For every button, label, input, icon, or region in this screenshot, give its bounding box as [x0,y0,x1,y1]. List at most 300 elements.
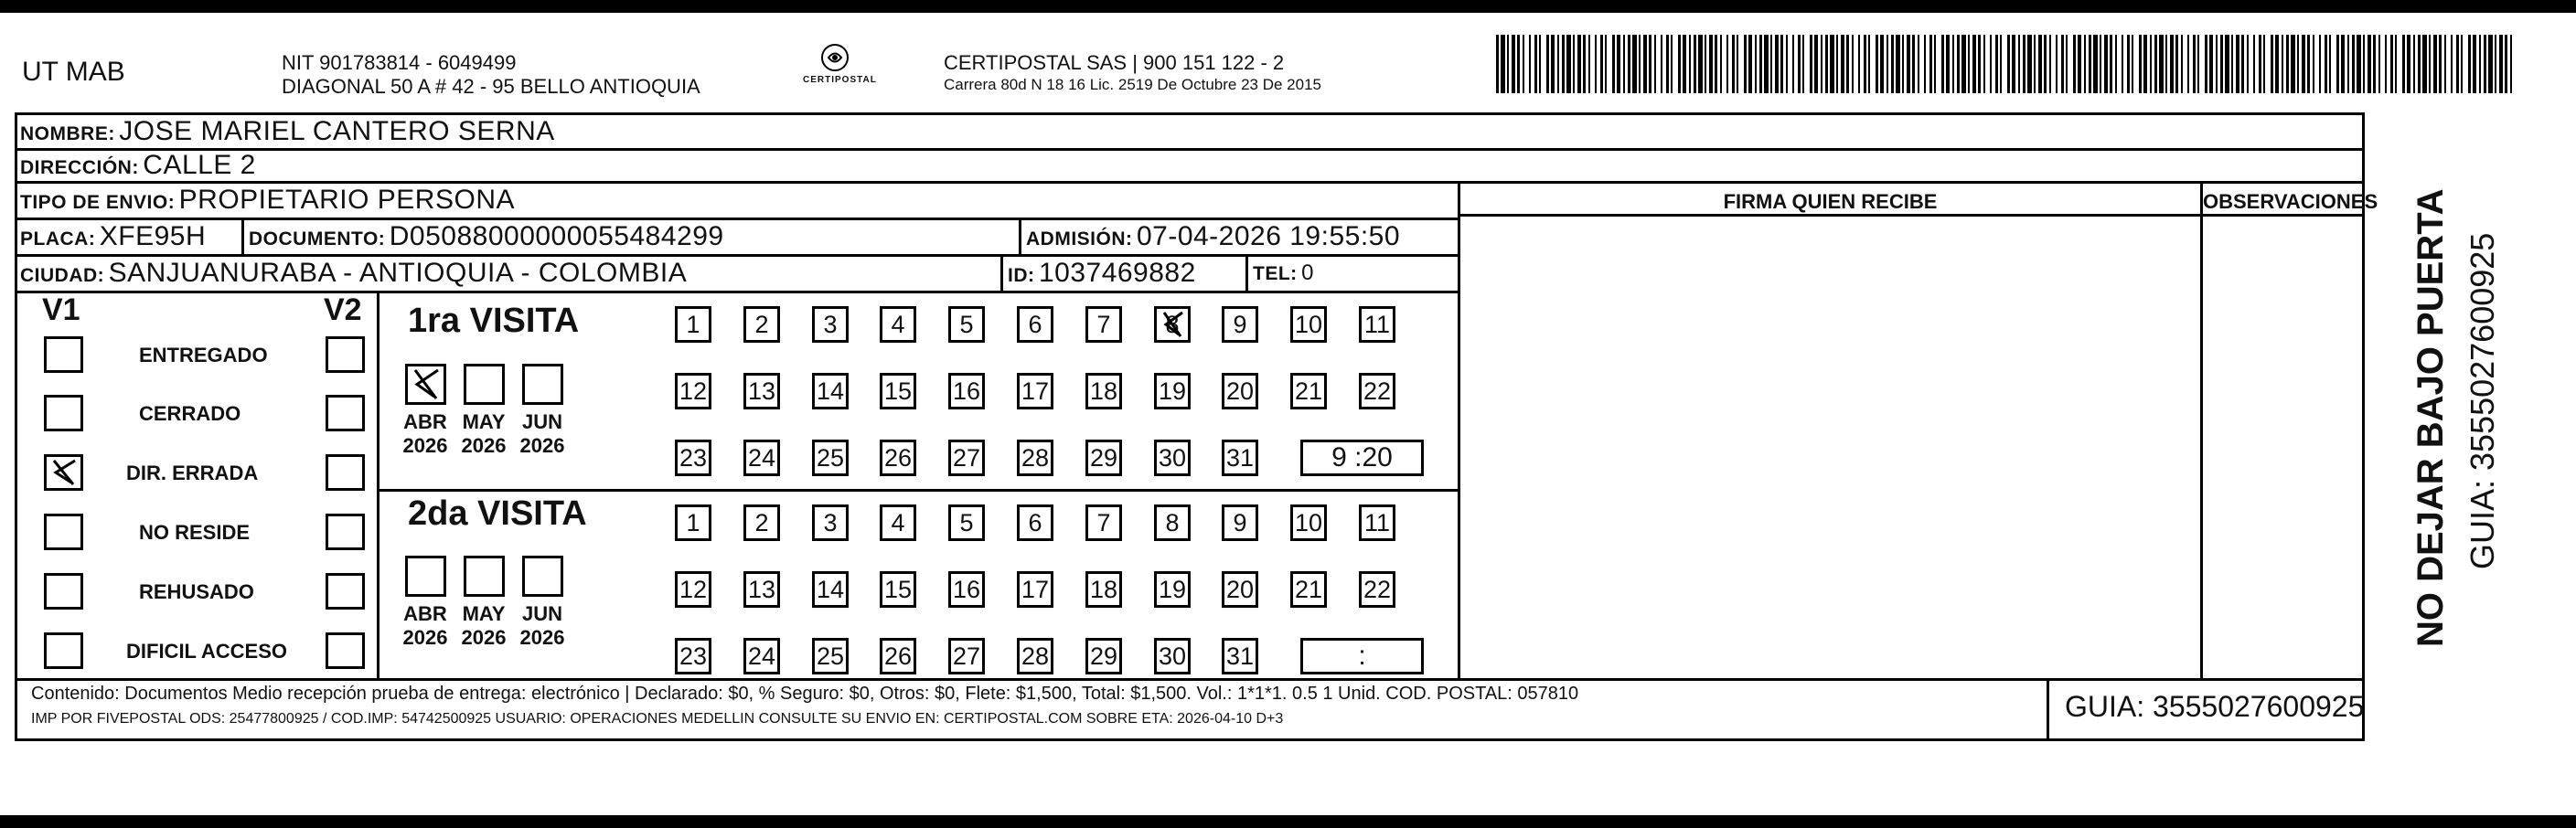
day-box[interactable]: 6 [1017,306,1053,343]
day-box[interactable]: 2 [743,306,780,343]
day-box[interactable]: 26 [880,638,916,674]
admision-row [1026,221,1400,257]
barcode-bar [2357,35,2361,93]
day-box[interactable]: 16 [948,571,985,608]
day-box[interactable]: 30 [1154,440,1191,476]
barcode-bar [1661,35,1662,93]
barcode-bar [2038,35,2042,93]
barcode-bar [1654,35,1656,93]
day-box[interactable]: 9 [1222,504,1258,541]
barcode-bar [2319,35,2321,93]
barcode-bar [2307,35,2310,93]
barcode-bar [2495,35,2496,93]
v2-checkbox[interactable] [326,573,365,610]
barcode-bar [1846,35,1849,93]
barcode-bar [1978,35,1981,93]
tel-label: TEL: [1253,263,1298,284]
barcode-bar [2510,35,2512,93]
v1-checkbox[interactable] [44,454,83,491]
barcode-bar [1952,35,1954,93]
day-box[interactable]: 14 [812,373,849,409]
barcode-bar [2413,35,2415,93]
barcode-bar [2439,35,2442,93]
barcode-bar [1961,35,1966,93]
day-box[interactable]: 29 [1085,638,1122,674]
barcode-bar [1744,35,1747,93]
v1-checkbox[interactable] [44,632,83,669]
documento-row [249,221,724,257]
barcode-bar [1551,35,1555,93]
signature-area[interactable] [1460,217,2200,678]
barcode-bar [1830,35,1834,93]
barcode-bar [1972,35,1976,93]
footer-guia: GUIA: 3555027600925 [2065,690,2365,723]
cell-divider [1000,254,1003,292]
barcode-bar [2373,35,2376,93]
month-checkbox[interactable] [464,364,505,405]
barcode-bar [1573,35,1575,93]
barcode-bar [2473,35,2476,93]
month-checkbox[interactable] [405,364,446,405]
day-box[interactable]: 1 [675,306,711,343]
status-label: DIR. ERRADA [126,462,259,484]
v2-checkbox[interactable] [326,514,365,550]
tel-value: 0 [1301,260,1314,285]
barcode-bar [2170,35,2174,93]
barcode-bar [1775,35,1779,93]
barcode-bar [2275,35,2279,93]
barcode-bar [1957,35,1960,93]
day-box[interactable]: 13 [743,373,780,409]
barcode-bar [1852,35,1854,93]
barcode-bar [1792,35,1794,93]
id-label: ID: [1008,265,1035,286]
barcode [1496,35,2520,93]
cell-divider [1019,218,1021,256]
company-name: UT MAB [22,57,125,87]
day-box[interactable]: 17 [1017,571,1053,608]
month-year: 2026 [461,434,507,457]
barcode-bar [2187,35,2189,93]
day-box[interactable]: 8 [1154,504,1191,541]
company-nit: NIT 901783814 - 6049499 [282,51,517,74]
barcode-bar [2407,35,2410,93]
barcode-bar [2231,35,2233,93]
documento-value: D05088000000055484299 [389,221,724,251]
barcode-bar [1678,35,1681,93]
day-box[interactable]: 8 [1154,306,1191,343]
barcode-bar [1534,35,1537,93]
v2-checkbox[interactable] [326,336,365,373]
barcode-bar [1891,35,1894,93]
barcode-bar [2018,35,2020,93]
barcode-bar [2271,35,2273,93]
tel-row [1253,258,1314,292]
carrier-name: CERTIPOSTAL SAS | 900 151 122 - 2 [944,51,1285,74]
barcode-bar [2132,35,2133,93]
day-box[interactable]: 11 [1359,306,1395,343]
barcode-bar [2084,35,2086,93]
barcode-bar [1643,35,1647,93]
day-box[interactable]: 20 [1222,373,1258,409]
barcode-bar [2433,35,2437,93]
day-box[interactable]: 1 [675,504,711,541]
direccion-row [20,150,256,186]
month-label: JUN [521,602,562,625]
barcode-bar [2451,35,2453,93]
barcode-bar [2505,35,2507,93]
barcode-bar [2110,35,2112,93]
month-checkbox[interactable] [464,556,505,597]
placa-value: XFE95H [99,221,207,251]
day-box[interactable]: 16 [948,373,985,409]
barcode-bar [2023,35,2026,93]
status-label: REHUSADO [139,580,254,603]
barcode-bar [1523,35,1524,93]
barcode-bar [1529,35,1531,93]
barcode-bar [1600,35,1603,93]
barcode-bar [2325,35,2327,93]
day-box[interactable]: 31 [1222,440,1258,476]
top-border-bar [0,0,2576,13]
barcode-bar [1810,35,1812,93]
barcode-bar [1512,35,1515,93]
barcode-bar [2247,35,2249,93]
barcode-bar [2007,35,2010,93]
barcode-bar [2159,35,2164,93]
barcode-bar [1934,35,1936,93]
barcode-bar [1517,35,1520,93]
barcode-bar [1649,35,1651,93]
barcode-bar [2049,35,2051,93]
visit1-title: 1ra VISITA [408,302,580,340]
barcode-bar [1814,35,1818,93]
visit-divider [377,489,1459,492]
day-box[interactable]: 25 [812,440,849,476]
barcode-bar [2461,35,2463,93]
day-box[interactable]: 24 [743,638,780,674]
day-box[interactable]: 4 [880,504,916,541]
day-box[interactable]: 24 [743,440,780,476]
day-box[interactable]: 5 [948,504,985,541]
barcode-bar [2197,35,2199,93]
day-box[interactable]: 18 [1085,373,1122,409]
barcode-bar [2363,35,2365,93]
barcode-bar [2378,35,2380,93]
observaciones-area[interactable] [2203,217,2365,678]
barcode-bar [1689,35,1691,93]
barcode-bar [2044,35,2047,93]
day-box[interactable]: 23 [675,638,711,674]
v2-checkbox[interactable] [326,632,365,669]
placa-label: PLACA: [20,228,96,249]
day-box[interactable]: 11 [1359,504,1395,541]
day-box[interactable]: 10 [1290,306,1327,343]
barcode-bar [2089,35,2091,93]
day-box[interactable]: 27 [948,638,985,674]
admision-label: ADMISIÓN: [1026,228,1133,249]
bottom-border-bar [0,815,2576,828]
barcode-bar [1841,35,1844,93]
day-box[interactable]: 14 [812,571,849,608]
month-checkbox[interactable] [522,364,563,405]
day-box[interactable]: 7 [1085,306,1122,343]
carrier-address: Carrera 80d N 18 16 Lic. 2519 De Octubre 23 De 2015 [944,76,1321,93]
barcode-bar [1941,35,1944,93]
barcode-bar [1802,35,1804,93]
barcode-bar [2027,35,2032,93]
day-box[interactable]: 28 [1017,638,1053,674]
month-label: JUN [521,410,562,433]
day-box[interactable]: 27 [948,440,985,476]
barcode-bar [1737,35,1738,93]
barcode-bar [2385,35,2387,93]
barcode-bar [2104,35,2108,93]
barcode-bar [2073,35,2076,93]
barcode-bar [2093,35,2098,93]
barcode-bar [1583,35,1586,93]
day-box[interactable]: 22 [1359,373,1395,409]
day-box[interactable]: 12 [675,373,711,409]
barcode-bar [1612,35,1615,93]
ciudad-value: SANJUANURABA - ANTIOQUIA - COLOMBIA [108,258,688,288]
v1-checkbox[interactable] [44,336,83,373]
barcode-bar [1623,35,1625,93]
certipostal-logo-icon [819,42,850,73]
barcode-bar [2282,35,2283,93]
barcode-bar [1924,35,1926,93]
barcode-bar [1694,35,1696,93]
v1-checkbox[interactable] [44,573,83,610]
barcode-bar [1617,35,1620,93]
barcode-bar [2061,35,2064,93]
v2-checkbox[interactable] [326,395,365,431]
barcode-bar [1821,35,1822,93]
barcode-bar [2056,35,2058,93]
tipo-label: TIPO DE ENVIO: [20,192,176,213]
footer-content-line: Contenido: Documentos Medio recepción prueba de entrega: electrónico | Declarado: $0, % Seguro: $0, Otros: $0, Flete: $1,500, Total: $1,500. Vol.: 1*1*1. 0.5 1 Unid. COD. POSTAL: 057810 [31,684,1579,704]
cell-divider [377,291,379,681]
barcode-bar [1912,35,1915,93]
row-divider [15,181,2365,184]
barcode-bar [1825,35,1828,93]
company-address: DIAGONAL 50 A # 42 - 95 BELLO ANTIOQUIA [282,75,700,98]
barcode-bar [1880,35,1884,93]
barcode-bar [2390,35,2393,93]
barcode-bar [1896,35,1900,93]
month-label: MAY [462,602,506,625]
barcode-bar [2122,35,2123,93]
ciudad-label: CIUDAD: [20,265,105,286]
day-box[interactable]: 3 [812,504,849,541]
barcode-bar [2209,35,2213,93]
day-box[interactable]: 15 [880,571,916,608]
barcode-bar [2154,35,2157,93]
side-guia: GUIA: 3555027600925 [2464,232,2501,569]
barcode-bar [2150,35,2152,93]
barcode-bar [2139,35,2142,93]
barcode-bar [1605,35,1607,93]
barcode-bar [2402,35,2405,93]
day-box[interactable]: 28 [1017,440,1053,476]
barcode-bar [2034,35,2036,93]
visit2-title: 2da VISITA [408,494,587,533]
placa-row [20,221,206,257]
v1-checkbox[interactable] [44,395,83,431]
nombre-row [20,116,555,152]
month-year: 2026 [519,626,565,649]
barcode-bar [2181,35,2183,93]
barcode-bar [2127,35,2130,93]
day-box[interactable]: 23 [675,440,711,476]
month-checkbox[interactable] [405,556,446,597]
v1-checkbox[interactable] [44,514,83,550]
barcode-bar [1507,35,1509,93]
barcode-bar [1995,35,1998,93]
day-box[interactable]: 3 [812,306,849,343]
day-box[interactable]: 6 [1017,504,1053,541]
barcode-bar [2100,35,2101,93]
status-label: CERRADO [139,402,241,425]
barcode-bar [2488,35,2493,93]
day-box[interactable]: 12 [675,571,711,608]
barcode-bar [1929,35,1932,93]
barcode-bar [2444,35,2446,93]
barcode-bar [2395,35,2397,93]
barcode-bar [2253,35,2255,93]
barcode-bar [1496,35,1499,93]
month-label: ABR [403,602,447,625]
month-year: 2026 [519,434,565,457]
barcode-bar [2341,35,2345,93]
barcode-bar [2422,35,2427,93]
status-label: NO RESIDE [139,521,251,544]
day-box[interactable]: 7 [1085,504,1122,541]
barcode-bar [2347,35,2349,93]
barcode-bar [2143,35,2147,93]
day-box[interactable]: 26 [880,440,916,476]
time-box[interactable]: : [1300,638,1424,674]
day-box[interactable]: 25 [812,638,849,674]
barcode-bar [1759,35,1762,93]
barcode-bar [1770,35,1772,93]
barcode-bar [1501,35,1505,93]
barcode-bar [2165,35,2167,93]
nombre-value: JOSE MARIEL CANTERO SERNA [119,116,555,146]
barcode-bar [1632,35,1637,93]
month-label: MAY [462,410,506,433]
day-box[interactable]: 13 [743,571,780,608]
barcode-bar [1588,35,1590,93]
day-box[interactable]: 20 [1222,571,1258,608]
barcode-bar [1858,35,1860,93]
barcode-bar [2012,35,2015,93]
cell-divider [1245,254,1248,292]
month-year: 2026 [461,626,507,649]
day-box[interactable]: 21 [1290,373,1327,409]
firma-header: FIRMA QUIEN RECIBE [1723,190,1938,213]
barcode-bar [1671,35,1673,93]
day-box[interactable]: 29 [1085,440,1122,476]
barcode-bar [2302,35,2305,93]
v2-header: V2 [324,292,362,327]
day-box[interactable]: 22 [1359,571,1395,608]
barcode-bar [2225,35,2229,93]
day-box[interactable]: 30 [1154,638,1191,674]
barcode-bar [2205,35,2207,93]
barcode-bar [2263,35,2265,93]
barcode-bar [1887,35,1888,93]
day-box[interactable]: 9 [1222,306,1258,343]
day-box[interactable]: 10 [1290,504,1327,541]
day-box[interactable]: 21 [1290,571,1327,608]
x-mark-icon [408,366,444,402]
barcode-bar [2418,35,2421,93]
barcode-bar [2336,35,2339,93]
logo-text: CERTIPOSTAL [803,75,877,85]
month-checkbox[interactable] [522,556,563,597]
barcode-bar [2352,35,2355,93]
v2-checkbox[interactable] [326,454,365,491]
barcode-bar [2429,35,2431,93]
tipo-value: PROPIETARIO PERSONA [178,185,515,215]
barcode-bar [1595,35,1597,93]
day-box[interactable]: 5 [948,306,985,343]
day-box[interactable]: 19 [1154,571,1191,608]
tipo-row [20,185,515,220]
barcode-bar [1868,35,1870,93]
footer-divider [15,678,2365,681]
day-box[interactable]: 2 [743,504,780,541]
barcode-bar [2241,35,2244,93]
barcode-bar [1683,35,1686,93]
time-box[interactable]: 9 :20 [1300,440,1424,476]
barcode-bar [1666,35,1669,93]
day-box[interactable]: 4 [880,306,916,343]
id-value: 1037469882 [1038,258,1196,288]
barcode-bar [1968,35,1970,93]
observaciones-header: OBSERVACIONES [2203,190,2378,213]
day-box[interactable]: 15 [880,373,916,409]
barcode-bar [1755,35,1757,93]
footer-imp-line: IMP POR FIVEPOSTAL ODS: 25477800925 / COD.IMP: 54742500925 USUARIO: OPERACIONES MEDELLIN CONSULTE SU ENVIO EN: CERTIPOSTAL.COM SOBRE ETA: 2026-04-10 D+3 [31,711,1284,727]
side-notice: NO DEJAR BAJO PUERTA [2410,188,2451,647]
barcode-bar [1983,35,1985,93]
barcode-bar [1709,35,1713,93]
nombre-label: NOMBRE: [20,123,115,144]
barcode-bar [1715,35,1717,93]
barcode-bar [2236,35,2239,93]
day-box[interactable]: 18 [1085,571,1122,608]
v1-header: V1 [42,292,80,327]
day-box[interactable]: 17 [1017,373,1053,409]
day-box[interactable]: 19 [1154,373,1191,409]
barcode-bar [1836,35,1838,93]
barcode-bar [2456,35,2459,93]
barcode-bar [2291,35,2295,93]
barcode-bar [1557,35,1559,93]
barcode-bar [1946,35,1950,93]
id-row [1008,258,1196,293]
barcode-bar [2193,35,2196,93]
x-mark-icon [1157,309,1188,340]
barcode-bar [1720,35,1722,93]
barcode-bar [1990,35,1992,93]
barcode-bar [1786,35,1788,93]
barcode-bar [2115,35,2117,93]
day-box[interactable]: 31 [1222,638,1258,674]
barcode-bar [2297,35,2299,93]
